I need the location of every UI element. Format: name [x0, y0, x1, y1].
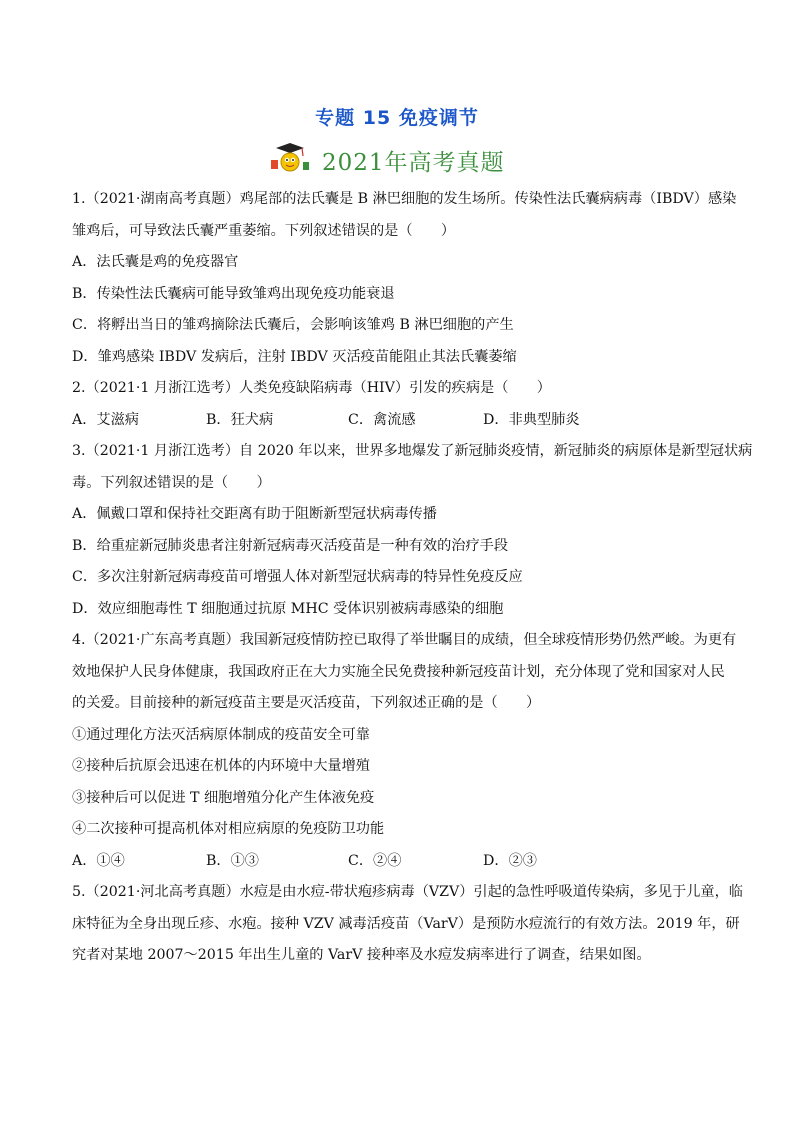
- answer-option: B．①③: [206, 852, 259, 869]
- answer-option: D．雏鸡感染 IBDV 发病后，注射 IBDV 灭活疫苗能阻止其法氏囊萎缩: [72, 348, 517, 365]
- answer-option: D．效应细胞毒性 T 细胞通过抗原 MHC 受体识别被病毒感染的细胞: [72, 600, 504, 617]
- document-title: 专题 15 免疫调节: [315, 107, 479, 129]
- question-stem-line: 究者对某地 2007～2015 年出生儿童的 VarV 接种率及水痘发病率进行了调查，结果如图。: [72, 947, 651, 963]
- numbered-statement: ②接种后抗原会迅速在机体的内环境中大量增殖: [72, 758, 370, 774]
- answer-option: C．将孵出当日的雏鸡摘除法氏囊后，会影响该雏鸡 B 淋巴细胞的产生: [72, 317, 514, 333]
- answer-option: B．给重症新冠肺炎患者注射新冠病毒灭活疫苗是一种有效的治疗手段: [72, 537, 509, 554]
- answer-option: C．多次注射新冠病毒疫苗可增强人体对新型冠状病毒的特异性免疫反应: [72, 569, 523, 585]
- answer-option: B．狂犬病: [206, 411, 274, 428]
- question-1: [72, 184, 737, 373]
- question-stem-line: 1.（2021·湖南高考真题）鸡尾部的法氏囊是 B 淋巴细胞的发生场所。传染性法氏囊病病毒（IBDV）感染: [72, 191, 737, 207]
- answer-option: B．传染性法氏囊病可能导致雏鸡出现免疫功能衰退: [72, 285, 395, 302]
- question-3: [72, 436, 753, 625]
- banner-heading: 2021年高考真题: [322, 150, 505, 176]
- answer-options-row: [72, 405, 728, 437]
- exam-banner: [268, 142, 538, 178]
- answer-option: C．②④: [348, 852, 402, 869]
- numbered-statement: ④二次接种可提高机体对相应病原的免疫防卫功能: [72, 821, 385, 837]
- answer-option: A．法氏囊是鸡的免疫器官: [72, 254, 239, 270]
- numbered-statement: ①通过理化方法灭活病原体制成的疫苗安全可靠: [72, 726, 370, 743]
- answer-option: D．非典型肺炎: [483, 411, 580, 428]
- question-stem-line: 4.（2021·广东高考真题）我国新冠疫情防控已取得了举世瞩目的成绩，但全球疫情形势仍然严峻。为更有: [72, 632, 737, 648]
- question-4: [72, 625, 737, 877]
- answer-option: C．禽流感: [348, 411, 416, 428]
- question-stem-line: 5.（2021·河北高考真题）水痘是由水痘-带状疱疹病毒（VZV）引起的急性呼吸道传染病，多见于儿童，临: [72, 884, 743, 900]
- answer-option: A．①④: [72, 852, 125, 869]
- scholar-mascot-icon: [268, 142, 312, 178]
- numbered-statement: ③接种后可以促进 T 细胞增殖分化产生体液免疫: [72, 789, 375, 806]
- answer-option: D．②③: [483, 852, 537, 869]
- question-stem-line: 雏鸡后，可导致法氏囊严重萎缩。下列叙述错误的是（ ）: [72, 222, 456, 239]
- question-5: [72, 877, 743, 972]
- answer-option: A．佩戴口罩和保持社交距离有助于阻断新型冠状病毒传播: [72, 506, 437, 522]
- answer-option: A．艾滋病: [72, 411, 139, 428]
- question-2: [72, 373, 728, 436]
- question-list: [72, 184, 753, 972]
- answer-options-row: [72, 846, 728, 878]
- question-stem-line: 2.（2021·1 月浙江选考）人类免疫缺陷病毒（HIV）引发的疾病是（ ）: [72, 380, 551, 396]
- question-stem-line: 床特征为全身出现丘疹、水疱。接种 VZV 减毒活疫苗（VarV）是预防水痘流行的有效方法。2019 年，研: [72, 915, 740, 932]
- question-stem-line: 3.（2021·1 月浙江选考）自 2020 年以来，世界多地爆发了新冠肺炎疫情，新冠肺炎的病原体是新型冠状病: [72, 443, 753, 459]
- question-stem-line: 毒。下列叙述错误的是（ ）: [72, 474, 271, 491]
- question-stem-line: 效地保护人民身体健康，我国政府正在大力实施全民免费接种新冠疫苗计划，充分体现了党和国家对人民: [72, 663, 725, 680]
- question-stem-line: 的关爱。目前接种的新冠疫苗主要是灭活疫苗，下列叙述正确的是（ ）: [72, 695, 541, 711]
